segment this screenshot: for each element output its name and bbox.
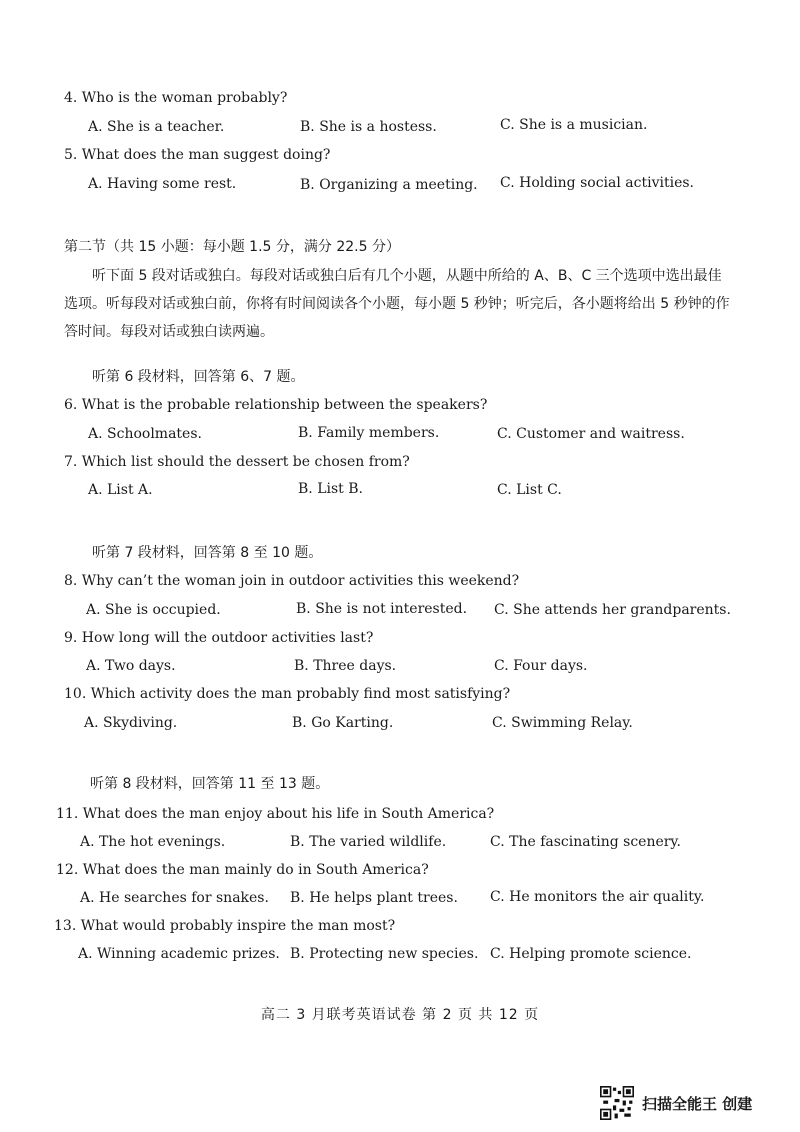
question-11: 11. What does the man enjoy about his life in South America? — [56, 806, 495, 822]
question-6: 6. What is the probable relationship between the speakers? — [64, 397, 488, 413]
q4-option-a: A. She is a teacher. — [88, 119, 225, 135]
q10-option-a: A. Skydiving. — [84, 715, 178, 731]
q13-option-c: C. Helping promote science. — [490, 946, 692, 962]
question-4: 4. Who is the woman probably? — [64, 90, 288, 106]
q10-option-b: B. Go Karting. — [292, 715, 394, 731]
material-6-heading: 听第 6 段材料，回答第 6、7 题。 — [92, 369, 305, 385]
q13-option-a: A. Winning academic prizes. — [78, 946, 280, 962]
q11-option-a: A. The hot evenings. — [80, 834, 226, 850]
q5-option-c: C. Holding social activities. — [500, 175, 695, 191]
q8-option-a: A. She is occupied. — [86, 602, 221, 618]
q7-option-a: A. List A. — [88, 482, 153, 498]
q7-option-c: C. List C. — [497, 482, 562, 498]
q12-option-c: C. He monitors the air quality. — [490, 889, 705, 905]
q6-option-c: C. Customer and waitress. — [497, 426, 685, 442]
watermark-text: 扫描全能王 创建 — [642, 1094, 753, 1113]
q8-option-c: C. She attends her grandparents. — [494, 602, 731, 618]
page-footer: 高二 3 月联考英语试卷 第 2 页 共 12 页 — [260, 1007, 540, 1023]
question-10: 10. Which activity does the man probably find most satisfying? — [64, 686, 511, 702]
question-12: 12. What does the man mainly do in South America? — [56, 862, 429, 878]
q5-option-b: B. Organizing a meeting. — [300, 177, 478, 193]
q12-option-b: B. He helps plant trees. — [290, 890, 458, 906]
q13-option-b: B. Protecting new species. — [290, 946, 479, 962]
question-8: 8. Why can’t the woman join in outdoor activities this weekend? — [64, 573, 520, 589]
question-9: 9. How long will the outdoor activities last? — [64, 630, 374, 646]
q9-option-a: A. Two days. — [86, 658, 176, 674]
scanner-watermark — [600, 1086, 752, 1120]
q11-option-b: B. The varied wildlife. — [290, 834, 447, 850]
q4-option-c: C. She is a musician. — [500, 117, 648, 133]
qr-code-icon — [600, 1086, 634, 1120]
section-2-instructions: 听下面 5 段对话或独白。每段对话或独白后有几个小题，从题中所给的 A、B、C 三个选项中选出最佳选项。听每段对话或独白前，你将有时间阅读各个小题，每小题 5 秒钟；听完后，各小题将给出 5 秒钟的作答时间。每段对话或独白读两遍。 — [64, 268, 730, 340]
question-5: 5. What does the man suggest doing? — [64, 147, 331, 163]
q7-option-b: B. List B. — [298, 481, 363, 497]
material-8-heading: 听第 8 段材料，回答第 11 至 13 题。 — [90, 776, 330, 792]
q6-option-a: A. Schoolmates. — [88, 426, 202, 442]
q11-option-c: C. The fascinating scenery. — [490, 834, 681, 850]
question-7: 7. Which list should the dessert be chosen from? — [64, 454, 410, 470]
q4-option-b: B. She is a hostess. — [300, 119, 437, 135]
question-13: 13. What would probably inspire the man most? — [54, 918, 396, 934]
q10-option-c: C. Swimming Relay. — [492, 715, 633, 731]
material-7-heading: 听第 7 段材料，回答第 8 至 10 题。 — [92, 545, 323, 561]
q9-option-c: C. Four days. — [494, 658, 588, 674]
q8-option-b: B. She is not interested. — [296, 601, 468, 617]
q9-option-b: B. Three days. — [294, 658, 397, 674]
q6-option-b: B. Family members. — [298, 425, 440, 441]
q12-option-a: A. He searches for snakes. — [80, 890, 269, 906]
section-2-heading: 第二节（共 15 小题：每小题 1.5 分，满分 22.5 分） — [64, 239, 400, 255]
q5-option-a: A. Having some rest. — [88, 176, 237, 192]
